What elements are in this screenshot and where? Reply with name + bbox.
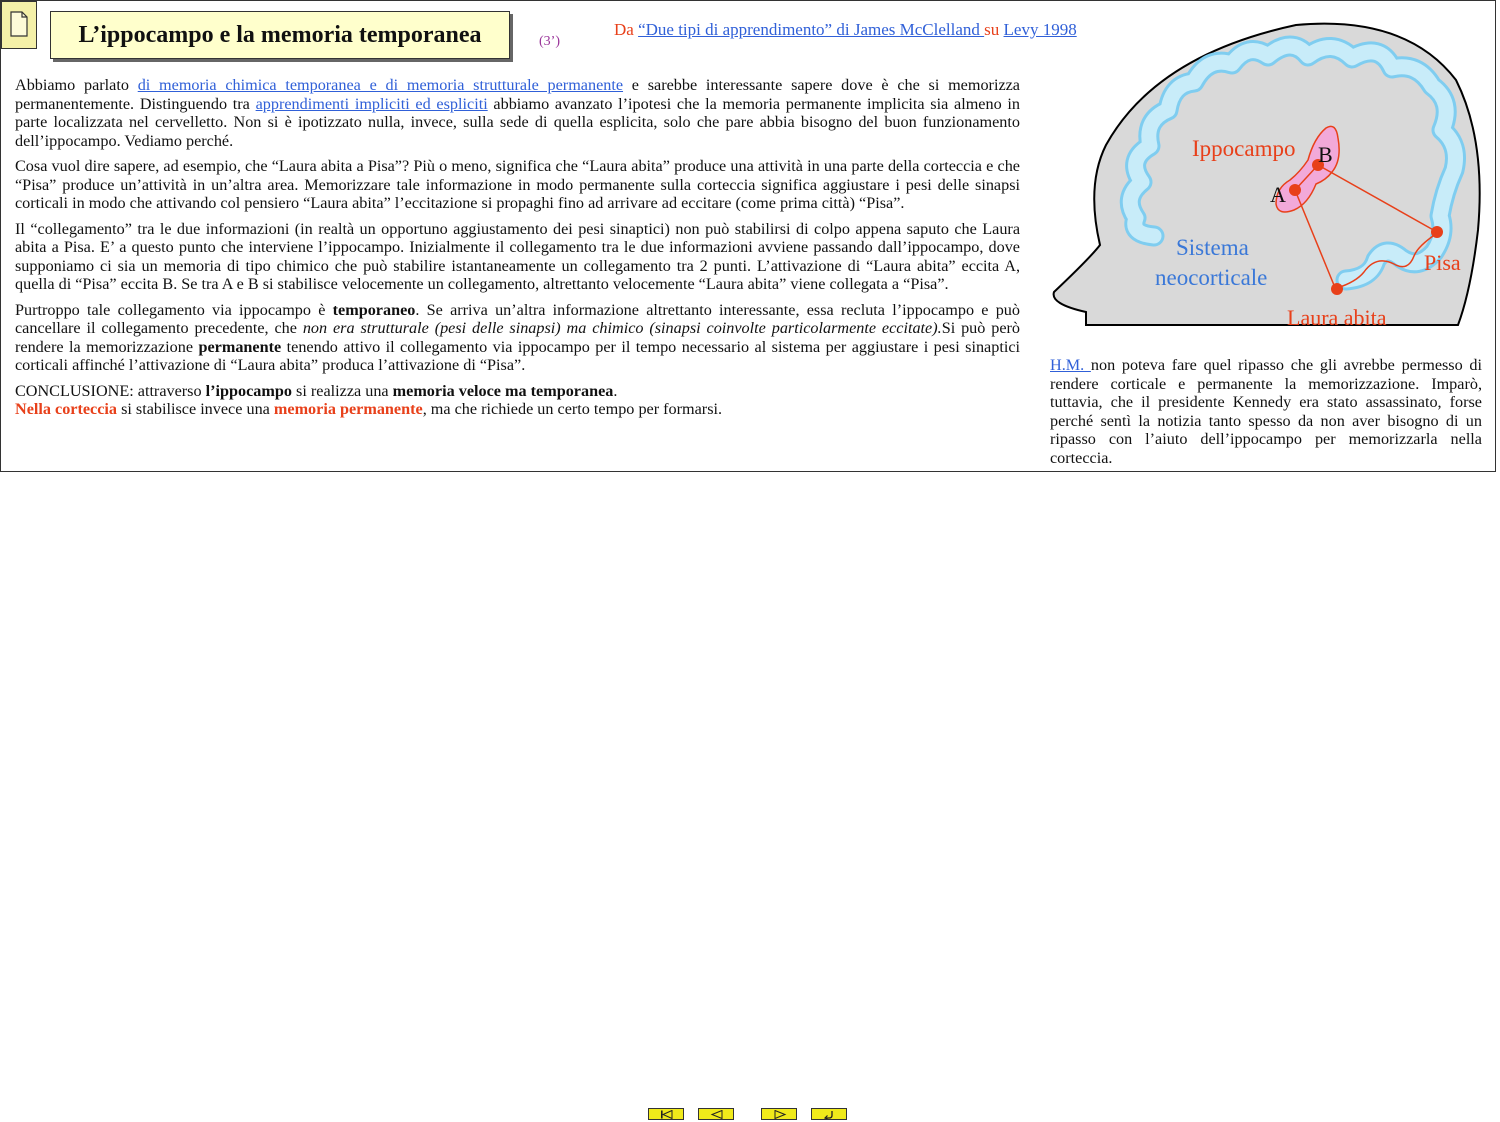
- paragraph-4: [15, 301, 1020, 375]
- p4-text-c: Si può però rendere la memorizzazione: [15, 319, 1021, 356]
- p1-text-b: e sarebbe interessante sapere dove è che si memorizza permanentemente. Distinguendo tra: [15, 76, 1020, 113]
- permanente-term: permanente: [198, 337, 282, 356]
- conclusion: [15, 382, 1020, 419]
- document-icon[interactable]: [1, 1, 37, 49]
- source-prefix: Da: [614, 20, 639, 39]
- label-laura-abita: Laura abita: [1287, 305, 1387, 330]
- label-pisa: Pisa: [1424, 250, 1461, 275]
- first-icon: [660, 1110, 674, 1119]
- label-ippocampo: Ippocampo: [1192, 136, 1296, 161]
- timing-label: (3’): [539, 34, 560, 49]
- conclusion-text-d: si stabilisce invece una: [117, 400, 274, 418]
- ippocampo-term: l’ippocampo: [205, 381, 292, 400]
- hm-link[interactable]: H.M.: [1050, 356, 1091, 374]
- point-laura: [1331, 283, 1343, 295]
- label-a: A: [1270, 182, 1286, 207]
- paragraph-3: Il “collegamento” tra le due informazioni (in realtà un opportuno aggiustamento dei pesi sinaptici) non può stabilirsi di colpo appena saputo che Laura abita a Pisa. E’ a questo punto che interviene l’ippocampo. Inizialmente il collegamento tra le due informazioni avviene passando dall’ippocampo, dove supponiamo ci sia un memoria di tipo chimico che può stabilire istantaneamente un collegamento tra 2 punti. L’attivazione di “Laura abita” eccita A, quella di “Pisa” eccita B. Se tra A e B si stabilisce velocemente un collegamento, altrettanto velocemente “Laura abita” viene collegata a “Pisa”.: [15, 219, 1020, 293]
- p1-text-c: abbiamo avanzato l’ipotesi che la memoria permanente implicita sia almeno in parte localizzata nel cervelletto. Non si è ipotizzato nulla, invece, sulla sede di quella esplicita, solo che pare abbia bisogno del buon funzionamento dell’ippocampo. Vediamo perché.: [15, 94, 1020, 150]
- memoria-permanente-term: memoria permanente: [273, 400, 423, 418]
- conclusion-text-b: si realizza una: [291, 381, 393, 400]
- p4-text-a: Purtroppo tale collegamento via ippocampo è: [15, 300, 333, 319]
- paragraph-1: [15, 76, 1020, 150]
- return-icon: [823, 1110, 837, 1119]
- levy-link[interactable]: Levy 1998: [1003, 20, 1077, 39]
- temporaneo-term: temporaneo: [332, 300, 416, 319]
- memoria-veloce-term: memoria veloce ma temporanea: [392, 381, 614, 400]
- label-b: B: [1318, 142, 1333, 167]
- chimico-note: non era strutturale (pesi delle sinapsi) ma chimico (sinapsi coinvolte particolarmente eccitate).: [302, 319, 942, 337]
- page-title-text: L’ippocampo e la memoria temporanea: [78, 21, 482, 48]
- navigation-bar: [648, 1108, 848, 1122]
- p4-text-d: tenendo attivo il collegamento via ippocampo per il tempo necessario al sistema per aggiustare i pesi sinaptici corticali affinché l’attivazione di “Laura abita” produca l’attivazione di “Pisa”.: [15, 337, 1020, 374]
- page-title: [50, 11, 510, 59]
- next-icon: [773, 1110, 787, 1119]
- source-middle: su: [984, 20, 1004, 39]
- conclusion-text-c: .: [613, 381, 618, 400]
- return-button[interactable]: [811, 1108, 847, 1120]
- hm-note: [1050, 356, 1482, 467]
- conclusion-text-e: , ma che richiede un certo tempo per formarsi.: [422, 400, 723, 418]
- point-pisa: [1431, 226, 1443, 238]
- first-slide-button[interactable]: [648, 1108, 684, 1120]
- paragraph-2: Cosa vuol dire sapere, ad esempio, che “Laura abita a Pisa”? Più o meno, significa che “Laura abita” produce una attività in una parte della corteccia e che “Pisa” produce un’attività in un’altra area. Memorizzare tale informazione in modo permanente sulla corteccia significa aggiustare i pesi delle sinapsi corticali in modo che attivando col pensiero “Laura abita” l’eccitazione si propaghi fino ad arrivare ad eccitare (come prima città) “Pisa”.: [15, 157, 1020, 212]
- article-link[interactable]: “Due tipi di apprendimento” di James McClelland: [638, 20, 985, 39]
- apprendimenti-link[interactable]: apprendimenti impliciti ed espliciti: [255, 94, 488, 113]
- next-slide-button[interactable]: [761, 1108, 797, 1120]
- p4-text-b: . Se arriva un’altra informazione altrettanto interessante, essa recluta l’ippocampo e può cancellare il collegamento precedente, che: [15, 300, 1020, 337]
- point-a: [1289, 184, 1301, 196]
- corteccia-term: Nella corteccia: [15, 400, 118, 418]
- memoria-chimica-link[interactable]: di memoria chimica temporanea e di memoria strutturale permanente: [137, 76, 624, 94]
- hm-text: non poteva fare quel ripasso che gli avrebbe permesso di rendere corticale e permanente la memorizzazione. Imparò, tuttavia, che il presidente Kennedy era stato assassinato, forse perché sentì la notizia tanto spesso da non aver bisogno di un ripasso con l’aiuto dell’ippocampo per memorizzarla nella corteccia.: [1050, 356, 1482, 467]
- p1-text-a: Abbiamo parlato: [15, 76, 138, 94]
- main-text: [15, 76, 1020, 426]
- previous-slide-button[interactable]: [698, 1108, 734, 1120]
- source-credit: [614, 20, 1077, 40]
- page-glyph: [10, 11, 28, 37]
- previous-icon: [710, 1110, 724, 1119]
- label-neocorticale: neocorticale: [1155, 265, 1268, 290]
- brain-diagram: [1046, 20, 1486, 330]
- conclusion-text-a: CONCLUSIONE: attraverso: [15, 381, 206, 400]
- label-sistema: Sistema: [1176, 235, 1249, 260]
